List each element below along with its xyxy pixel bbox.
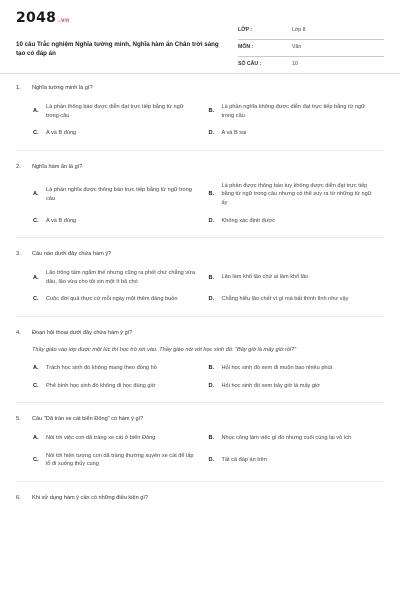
option-text: A và B đúng (46, 217, 77, 224)
option-letter: A. (33, 435, 39, 442)
option-text: Hỏi học sinh đó xem đi muộn bao nhiêu phút (221, 364, 333, 371)
option-text: Hỏi học sinh đó xem bây giờ là mấy giờ (221, 382, 320, 389)
answer-options (33, 364, 384, 390)
document-title: 10 câu Trắc nghiệm Nghĩa tường minh, Nghĩa hàm ẩn Chân trời sáng tạo có đáp án (16, 41, 219, 57)
option-letter: D. (208, 296, 215, 303)
option-b[interactable] (209, 182, 373, 208)
question-5 (16, 415, 384, 469)
option-text: Là phần nghĩa được thông báo trực tiếp bằng từ ngữ trong câu (46, 187, 192, 202)
option-text: Là phần thông báo được diễn đạt trực tiếp bằng từ ngữ trong câu (46, 104, 184, 119)
option-c[interactable] (33, 217, 197, 226)
option-a[interactable] (33, 182, 197, 208)
option-d[interactable] (209, 217, 373, 226)
question-text: Câu "Dã tràn xe cát biển Đông" có hàm ý gì? (32, 416, 144, 423)
question-6 (16, 494, 384, 504)
option-letter: B. (208, 274, 215, 281)
option-letter: B. (208, 435, 215, 442)
option-b[interactable] (209, 434, 373, 443)
option-text: Nói tới việc con dã tràng xe cát ở biển Đông (46, 435, 156, 442)
option-text: Lão trông tấm ngẩm thế nhưng cũng ra phết chứ chẳng vừa đâu, lão vừa cho tôi xin một ít bả chó (46, 270, 195, 285)
option-d[interactable] (209, 129, 373, 138)
option-d[interactable] (209, 295, 373, 304)
option-text: Lão làm khổ lão chứ ai làm khổ lão (221, 274, 309, 281)
option-text: Nhọc công làm việc gì đó nhưng cuối cùng lại vô ích (221, 435, 352, 442)
question-separator (16, 316, 384, 317)
option-letter: D. (208, 130, 215, 137)
option-letter: A. (33, 191, 39, 198)
option-a[interactable] (33, 364, 197, 373)
question-stem (16, 329, 384, 339)
site-logo[interactable] (16, 10, 70, 26)
option-text: Không xác định được (221, 217, 275, 224)
question-separator (16, 237, 384, 238)
meta-row-count (238, 57, 384, 74)
answer-options (33, 182, 384, 225)
option-text: Phê bình học sinh đó không đi học đúng giờ (46, 382, 156, 389)
option-letter: B. (208, 191, 215, 198)
header (16, 10, 384, 67)
option-text: Chẳng hiểu lão chết vì gì mà bất thình lình như vậy (221, 296, 349, 303)
question-number: 1. (16, 85, 21, 91)
meta-key: LỚP : (238, 27, 253, 33)
question-text: Khi sử dụng hàm ý cần có những điều kiện gì? (32, 494, 149, 501)
question-separator (16, 402, 384, 403)
meta-row-subject (238, 40, 384, 57)
question-number: 5. (16, 416, 21, 423)
question-stem (16, 84, 384, 94)
option-text: Cuộc đời quả thực cứ mỗi ngày một thêm đáng buồn (46, 296, 178, 303)
meta-value: 10 (292, 61, 298, 67)
answer-options (33, 434, 384, 469)
option-c[interactable] (33, 382, 197, 391)
option-text: Trách học sinh đó không mang theo đồng hồ (46, 364, 157, 371)
option-letter: D. (208, 382, 215, 389)
question-2 (16, 163, 384, 225)
answer-options (33, 103, 384, 138)
option-b[interactable] (209, 103, 373, 120)
option-letter: C. (33, 382, 39, 389)
option-letter: A. (33, 365, 39, 372)
option-text: Tất cả đáp án trên (221, 457, 267, 464)
question-stem (16, 494, 384, 504)
option-letter: B. (208, 108, 215, 115)
option-c[interactable] (33, 452, 197, 469)
meta-value: Văn (292, 44, 302, 50)
option-letter: B. (208, 365, 215, 372)
question-text: Câu nào dưới đây chứa hàm ý? (32, 251, 112, 258)
option-letter: D. (208, 457, 215, 464)
question-number: 6. (16, 494, 21, 501)
option-b[interactable] (209, 364, 373, 373)
question-number: 4. (16, 329, 21, 336)
option-text: A và B sai (221, 130, 247, 137)
logo-suffix: .vn (58, 17, 70, 24)
question-text: Đoạn hội thoại dưới đây chứa hàm ý gì? (32, 329, 133, 336)
question-passage: Thầy giáo vào lớp được một lúc thì học trò xin vào. Thầy giáo nói với học sinh đó: "Bây giờ là mấy giờ rồi?" (32, 346, 297, 353)
option-c[interactable] (33, 295, 197, 304)
option-a[interactable] (33, 103, 197, 120)
question-separator (16, 150, 384, 151)
option-letter: C. (33, 217, 39, 224)
question-text: Nghĩa hàm ẩn là gì? (32, 163, 83, 170)
question-3 (16, 250, 384, 304)
option-letter: C. (33, 130, 39, 137)
option-letter: A. (33, 108, 39, 115)
option-letter: D. (208, 217, 215, 224)
option-letter: C. (33, 296, 39, 303)
option-text: Là phần nghĩa không được diễn đạt trực tiếp bằng từ ngữ trong câu (221, 104, 365, 119)
answer-options (33, 269, 384, 304)
meta-key: SỐ CÂU : (238, 61, 262, 67)
question-separator (16, 481, 384, 482)
question-4 (16, 329, 384, 390)
question-1 (16, 84, 384, 138)
meta-table (238, 23, 384, 74)
meta-value: Lớp 8 (292, 27, 306, 33)
option-text: Nói tới hiện tượng con dã tràng thường xuyên xe cát để lấp lỗ đi xuống thủy cung (46, 452, 194, 468)
option-text: A và B đúng (46, 130, 77, 137)
option-c[interactable] (33, 129, 197, 138)
option-d[interactable] (209, 452, 373, 469)
option-a[interactable] (33, 434, 197, 443)
logo-text: 2048 (16, 10, 57, 26)
question-stem (16, 415, 384, 425)
option-letter: C. (33, 457, 39, 464)
question-stem (16, 163, 384, 173)
question-text: Nghĩa tường minh là gì? (32, 85, 93, 91)
option-b[interactable] (209, 269, 373, 286)
question-stem (16, 250, 384, 260)
option-d[interactable] (209, 382, 373, 391)
header-divider (0, 73, 400, 74)
meta-row-class (238, 23, 384, 40)
option-text: Là phần được thông báo tuy không được diễn đạt trực tiếp bằng từ ngữ trong câu nhưng có thể suy ra từ những từ ngữ ấy (221, 182, 372, 206)
question-list (16, 84, 384, 516)
option-letter: A. (33, 274, 39, 281)
meta-key: MÔN : (238, 44, 254, 50)
question-number: 3. (16, 251, 21, 258)
question-number: 2. (16, 163, 21, 170)
option-a[interactable] (33, 269, 197, 286)
